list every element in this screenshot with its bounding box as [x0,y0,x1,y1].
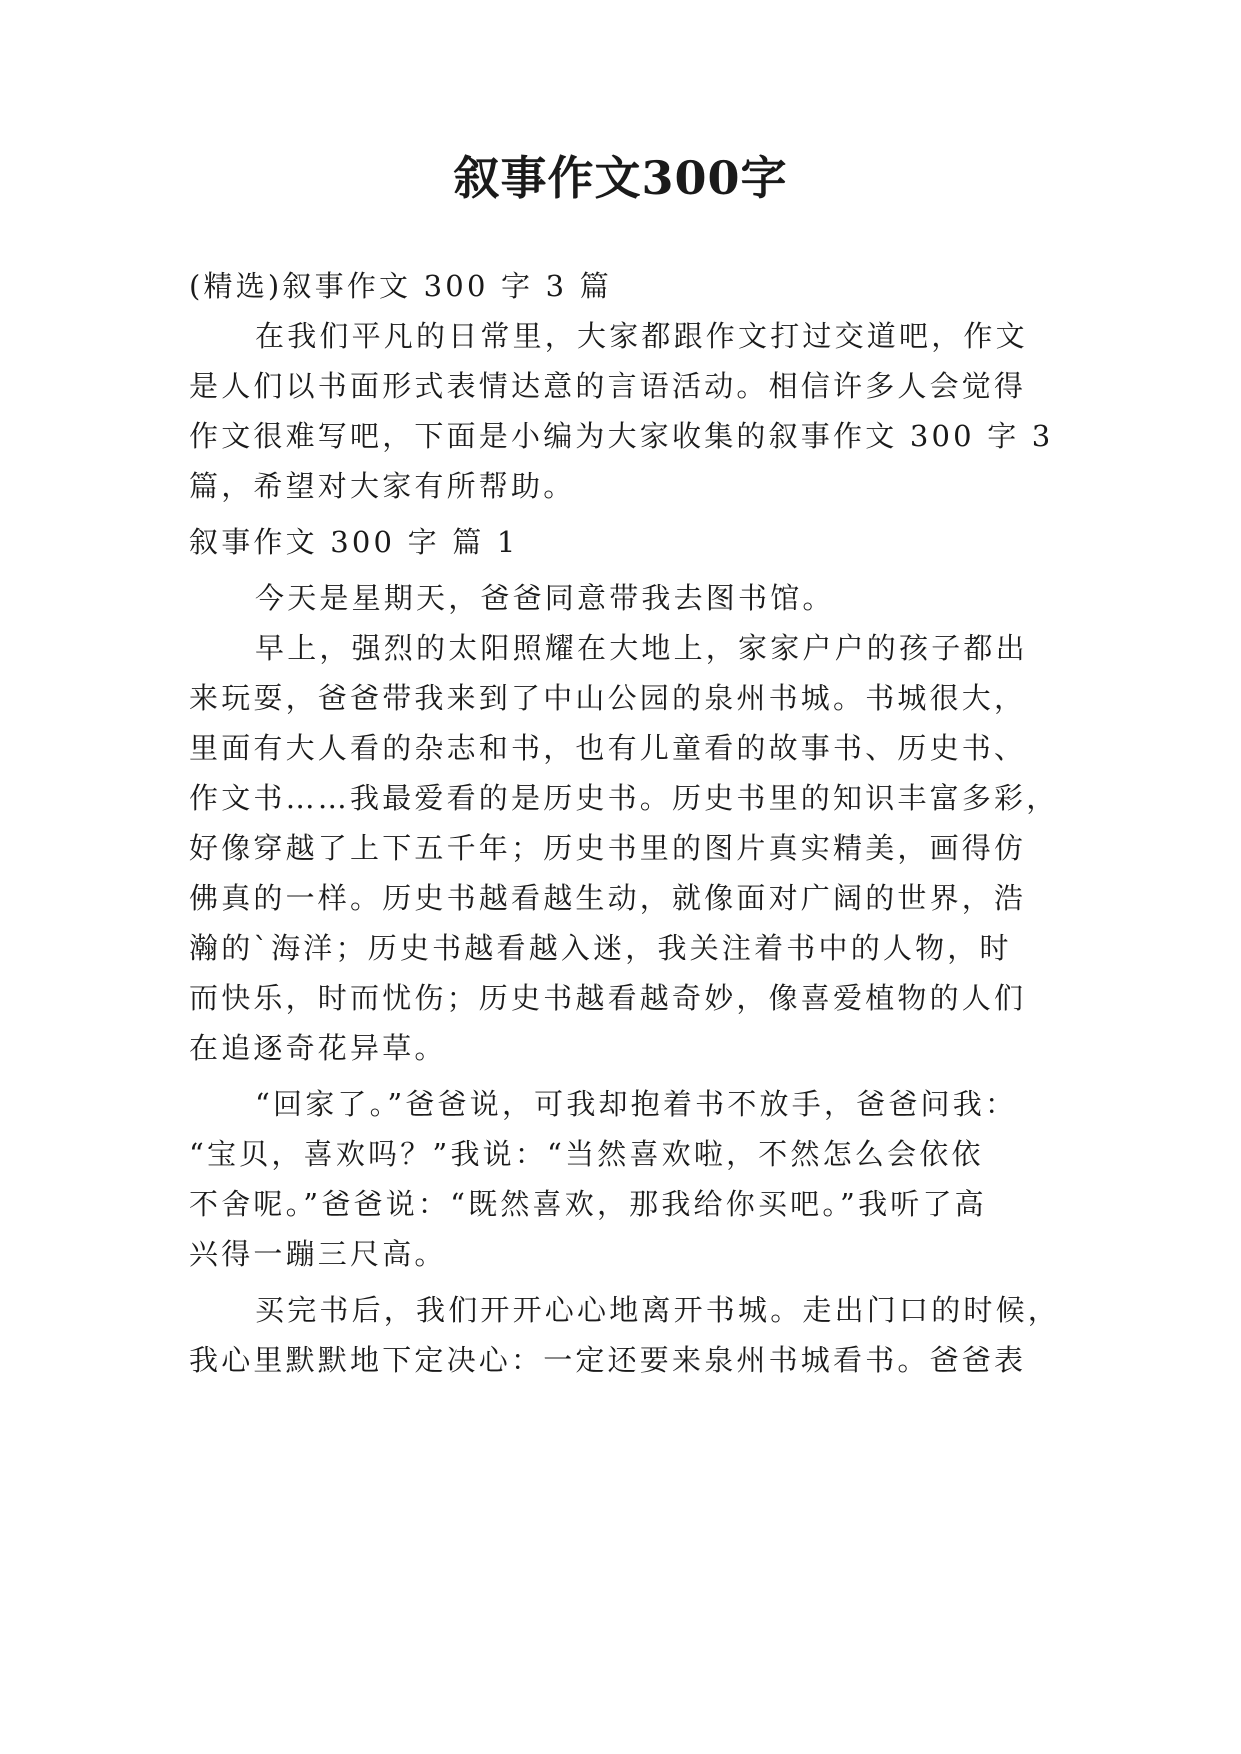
body-line: 不舍呢。”爸爸说：“既然喜欢，那我给你买吧。”我听了高 [189,1187,987,1221]
body-line: 买完书后，我们开开心心地离开书城。走出门口的时候， [255,1293,1061,1327]
body-line: 来玩耍，爸爸带我来到了中山公园的泉州书城。书城很大， [189,681,1027,715]
body-line: 而快乐，时而忧伤；历史书越看越奇妙，像喜爱植物的人们 [189,981,1027,1015]
intro-line: 篇，希望对大家有所帮助。 [189,469,576,503]
body-line: 我心里默默地下定决心：一定还要来泉州书城看书。爸爸表 [189,1343,1027,1377]
subtitle-line: (精选)叙事作文 300 字 3 篇 [189,269,612,303]
body-line: 早上，强烈的太阳照耀在大地上，家家户户的孩子都出 [255,631,1028,665]
intro-line: 是人们以书面形式表情达意的言语活动。相信许多人会觉得 [189,369,1027,403]
body-line: 今天是星期天，爸爸同意带我去图书馆。 [255,581,835,615]
body-line: “回家了。”爸爸说，可我却抱着书不放手，爸爸问我： [255,1087,1018,1121]
body-line: “宝贝，喜欢吗？”我说：“当然喜欢啦，不然怎么会依依 [189,1137,984,1171]
body-line: 作文书……我最爱看的是历史书。历史书里的知识丰富多彩， [189,781,1059,815]
body-line: 在追逐奇花异草。 [189,1031,447,1065]
body-line: 佛真的一样。历史书越看越生动，就像面对广阔的世界，浩 [189,881,1027,915]
body-line: 好像穿越了上下五千年；历史书里的图片真实精美，画得仿 [189,831,1027,865]
intro-line: 作文很难写吧，下面是小编为大家收集的叙事作文 300 字 3 [189,419,1054,453]
document-title: 叙事作文300字 [453,151,788,205]
body-line: 瀚的`海洋；历史书越看越入迷，我关注着书中的人物，时 [189,931,1012,965]
intro-line: 在我们平凡的日常里，大家都跟作文打过交道吧，作文 [255,319,1028,353]
body-line: 兴得一蹦三尺高。 [189,1237,447,1271]
body-line: 里面有大人看的杂志和书，也有儿童看的故事书、历史书、 [189,731,1027,765]
section-heading: 叙事作文 300 字 篇 1 [189,525,519,559]
